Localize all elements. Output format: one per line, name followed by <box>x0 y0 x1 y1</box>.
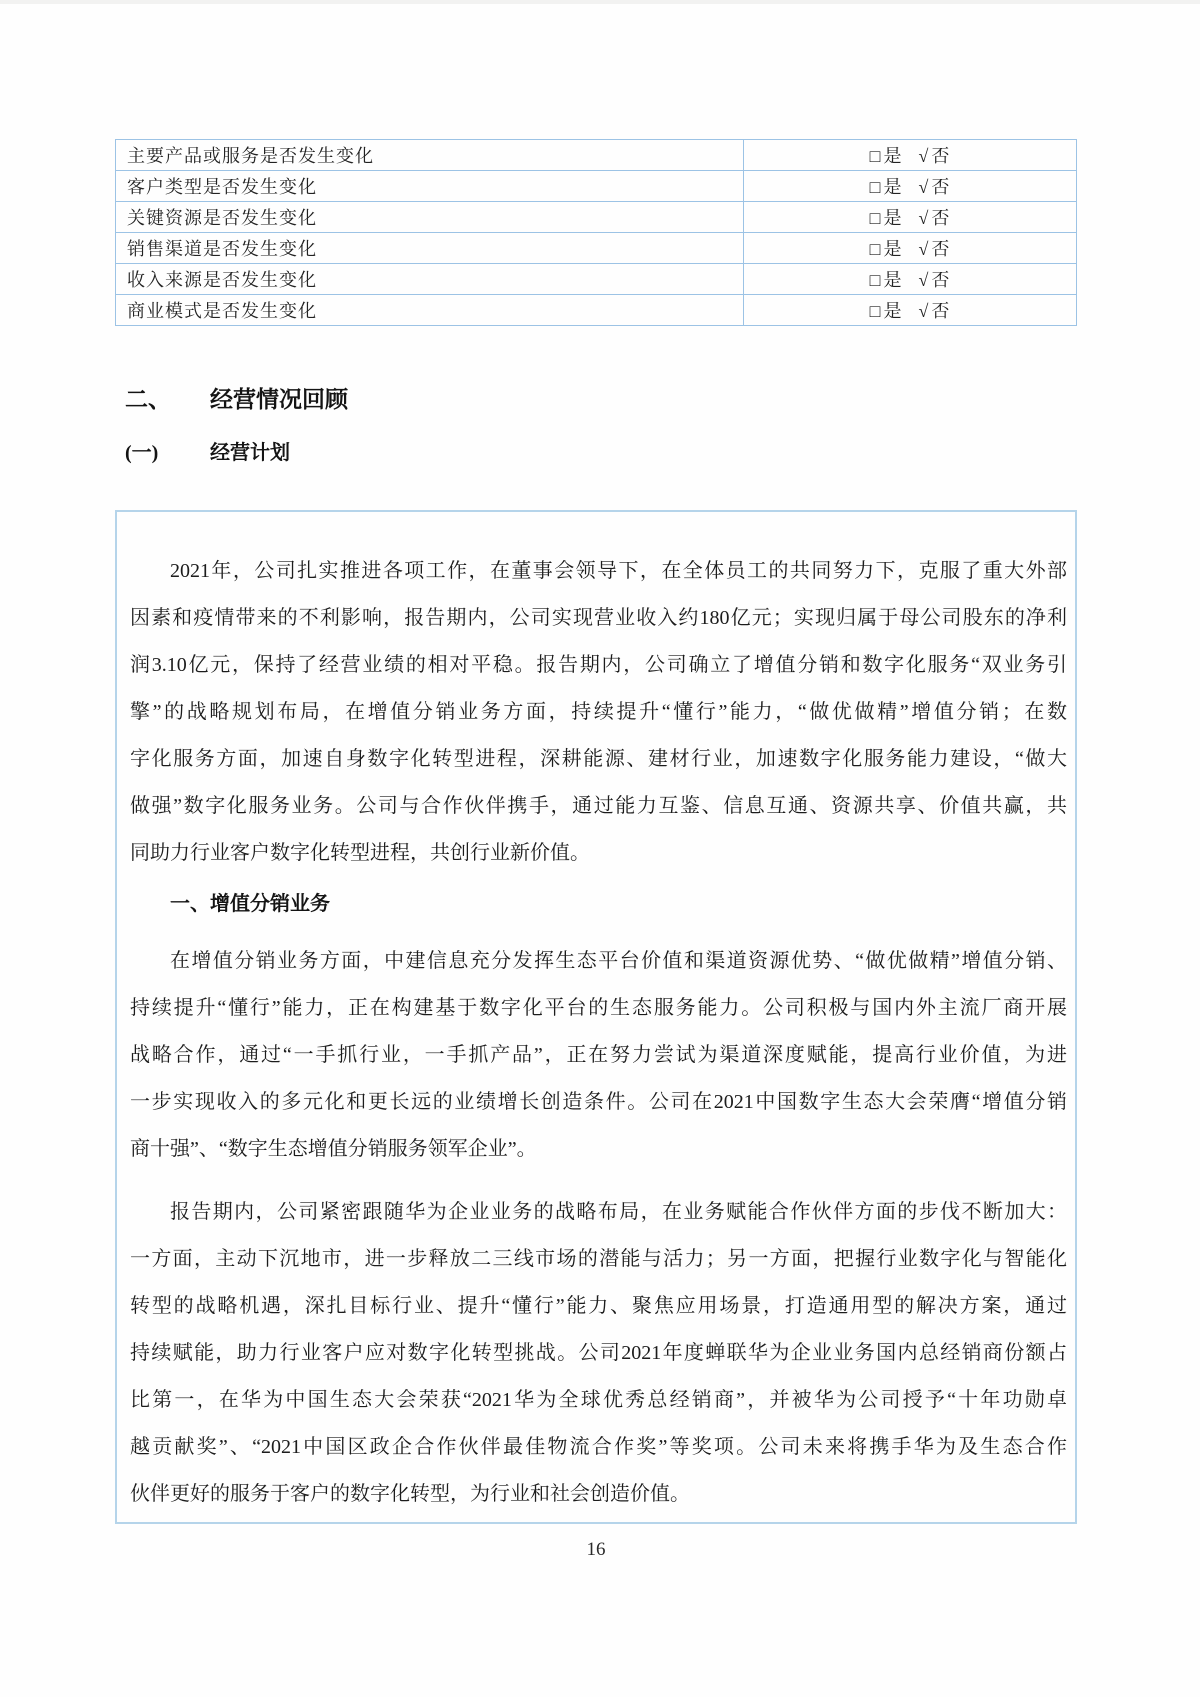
no-option <box>918 146 950 166</box>
question-cell: 关键资源是否发生变化 <box>116 202 744 233</box>
text-line: 伙伴更好的服务于客户的数字化转型，为行业和社会创造价值。 <box>130 1483 690 1505</box>
checkmark-icon: √ <box>918 177 930 197</box>
no-option <box>918 208 950 228</box>
text-line: 转型的战略机遇，深扎目标行业、提升“懂行”能力、聚焦应用场景，打造通用型的解决方案，通过 <box>130 1295 1067 1317</box>
yes-option <box>870 177 903 197</box>
answer-cell <box>744 171 1077 202</box>
table-row <box>116 171 1077 202</box>
no-option-label: 否 <box>931 239 951 259</box>
yes-option <box>870 270 903 290</box>
checkbox-unchecked-icon: □ <box>869 208 882 228</box>
yes-option <box>870 208 903 228</box>
page-number: 16 <box>586 1539 606 1560</box>
checkbox-unchecked-icon: □ <box>869 270 882 290</box>
yes-option <box>870 301 903 321</box>
page-content <box>115 139 1077 1562</box>
subsection-number: (一) <box>125 442 159 464</box>
checkmark-icon: √ <box>918 239 930 259</box>
subsection-heading <box>115 438 1077 468</box>
question-cell: 主要产品或服务是否发生变化 <box>116 140 744 171</box>
checkbox-unchecked-icon: □ <box>869 301 882 321</box>
text-line: 因素和疫情带来的不利影响，报告期内，公司实现营业收入约180亿元；实现归属于母公司股东的净利 <box>130 607 1067 629</box>
checkmark-icon: √ <box>918 270 930 290</box>
paragraph-operating-summary <box>130 548 1067 877</box>
no-option <box>918 270 950 290</box>
question-cell: 收入来源是否发生变化 <box>116 264 744 295</box>
yes-option-label: 是 <box>883 146 903 166</box>
checkbox-unchecked-icon: □ <box>869 146 882 166</box>
table-row <box>116 295 1077 326</box>
text-line: 越贡献奖”、“2021中国区政企合作伙伴最佳物流合作奖”等奖项。公司未来将携手华为及生态合作 <box>130 1436 1067 1458</box>
no-option-label: 否 <box>931 208 951 228</box>
question-cell: 商业模式是否发生变化 <box>116 295 744 326</box>
checkbox-unchecked-icon: □ <box>869 239 882 259</box>
text-line: 比第一，在华为中国生态大会荣获“2021华为全球优秀总经销商”，并被华为公司授予“十年功勋卓 <box>130 1389 1067 1411</box>
yes-option-label: 是 <box>883 270 903 290</box>
text-line: 2021年，公司扎实推进各项工作，在董事会领导下，在全体员工的共同努力下，克服了重大外部 <box>170 560 1067 582</box>
text-line: 做强”数字化服务业务。公司与合作伙伴携手，通过能力互鉴、信息互通、资源共享、价值共赢，共 <box>130 795 1067 817</box>
text-line: 擎”的战略规划布局，在增值分销业务方面，持续提升“懂行”能力，“做优做精”增值分销；在数 <box>130 701 1067 723</box>
change-status-table <box>115 139 1077 326</box>
subsection-title: 经营计划 <box>210 442 290 464</box>
text-line: 字化服务方面，加速自身数字化转型进程，深耕能源、建材行业，加速数字化服务能力建设，“做大 <box>130 748 1067 770</box>
no-option-label: 否 <box>931 301 951 321</box>
yes-option-label: 是 <box>883 177 903 197</box>
yes-option <box>870 239 903 259</box>
text-line: 在增值分销业务方面，中建信息充分发挥生态平台价值和渠道资源优势、“做优做精”增值分销、 <box>170 950 1067 972</box>
no-option-label: 否 <box>931 270 951 290</box>
text-line: 一步实现收入的多元化和更长远的业绩增长创造条件。公司在2021中国数字生态大会荣膺“增值分销 <box>130 1091 1067 1113</box>
no-option-label: 否 <box>931 177 951 197</box>
text-line: 同助力行业客户数字化转型进程，共创行业新价值。 <box>130 842 590 864</box>
answer-cell <box>744 264 1077 295</box>
no-option <box>918 177 950 197</box>
checkmark-icon: √ <box>918 208 930 228</box>
yes-option-label: 是 <box>883 208 903 228</box>
no-option <box>918 239 950 259</box>
checkbox-unchecked-icon: □ <box>869 177 882 197</box>
section-title: 经营情况回顾 <box>210 387 348 412</box>
box-subheading-distribution: 一、增值分销业务 <box>170 893 330 915</box>
text-line: 一方面，主动下沉地市，进一步释放二三线市场的潜能与活力；另一方面，把握行业数字化与智能化 <box>130 1248 1067 1270</box>
answer-cell <box>744 140 1077 171</box>
yes-option <box>870 146 903 166</box>
text-line: 商十强”、“数字生态增值分销服务领军企业”。 <box>130 1138 537 1160</box>
no-option-label: 否 <box>931 146 951 166</box>
yes-option-label: 是 <box>883 239 903 259</box>
answer-cell <box>744 202 1077 233</box>
paragraph-huawei-partnership <box>130 1189 1067 1518</box>
text-line: 润3.10亿元，保持了经营业绩的相对平稳。报告期内，公司确立了增值分销和数字化服务“双业务引 <box>130 654 1067 676</box>
text-line: 报告期内，公司紧密跟随华为企业业务的战略布局，在业务赋能合作伙伴方面的步伐不断加大： <box>170 1201 1067 1223</box>
answer-cell <box>744 295 1077 326</box>
table-row <box>116 233 1077 264</box>
checkmark-icon: √ <box>918 146 930 166</box>
table-row <box>116 264 1077 295</box>
table-row <box>116 140 1077 171</box>
text-line: 战略合作，通过“一手抓行业，一手抓产品”，正在努力尝试为渠道深度赋能，提高行业价值，为进 <box>130 1044 1067 1066</box>
business-review-box <box>115 510 1077 1524</box>
text-line: 持续提升“懂行”能力，正在构建基于数字化平台的生态服务能力。公司积极与国内外主流厂商开展 <box>130 997 1067 1019</box>
text-line: 持续赋能，助力行业客户应对数字化转型挑战。公司2021年度蝉联华为企业业务国内总经销商份额占 <box>130 1342 1067 1364</box>
yes-option-label: 是 <box>883 301 903 321</box>
question-cell: 客户类型是否发生变化 <box>116 171 744 202</box>
change-table-body <box>116 140 1077 326</box>
checkmark-icon: √ <box>918 301 930 321</box>
paragraph-distribution-business <box>130 938 1067 1173</box>
section-heading <box>115 384 1077 416</box>
section-number: 二、 <box>125 387 171 412</box>
no-option <box>918 301 950 321</box>
answer-cell <box>744 233 1077 264</box>
table-row <box>116 202 1077 233</box>
question-cell: 销售渠道是否发生变化 <box>116 233 744 264</box>
